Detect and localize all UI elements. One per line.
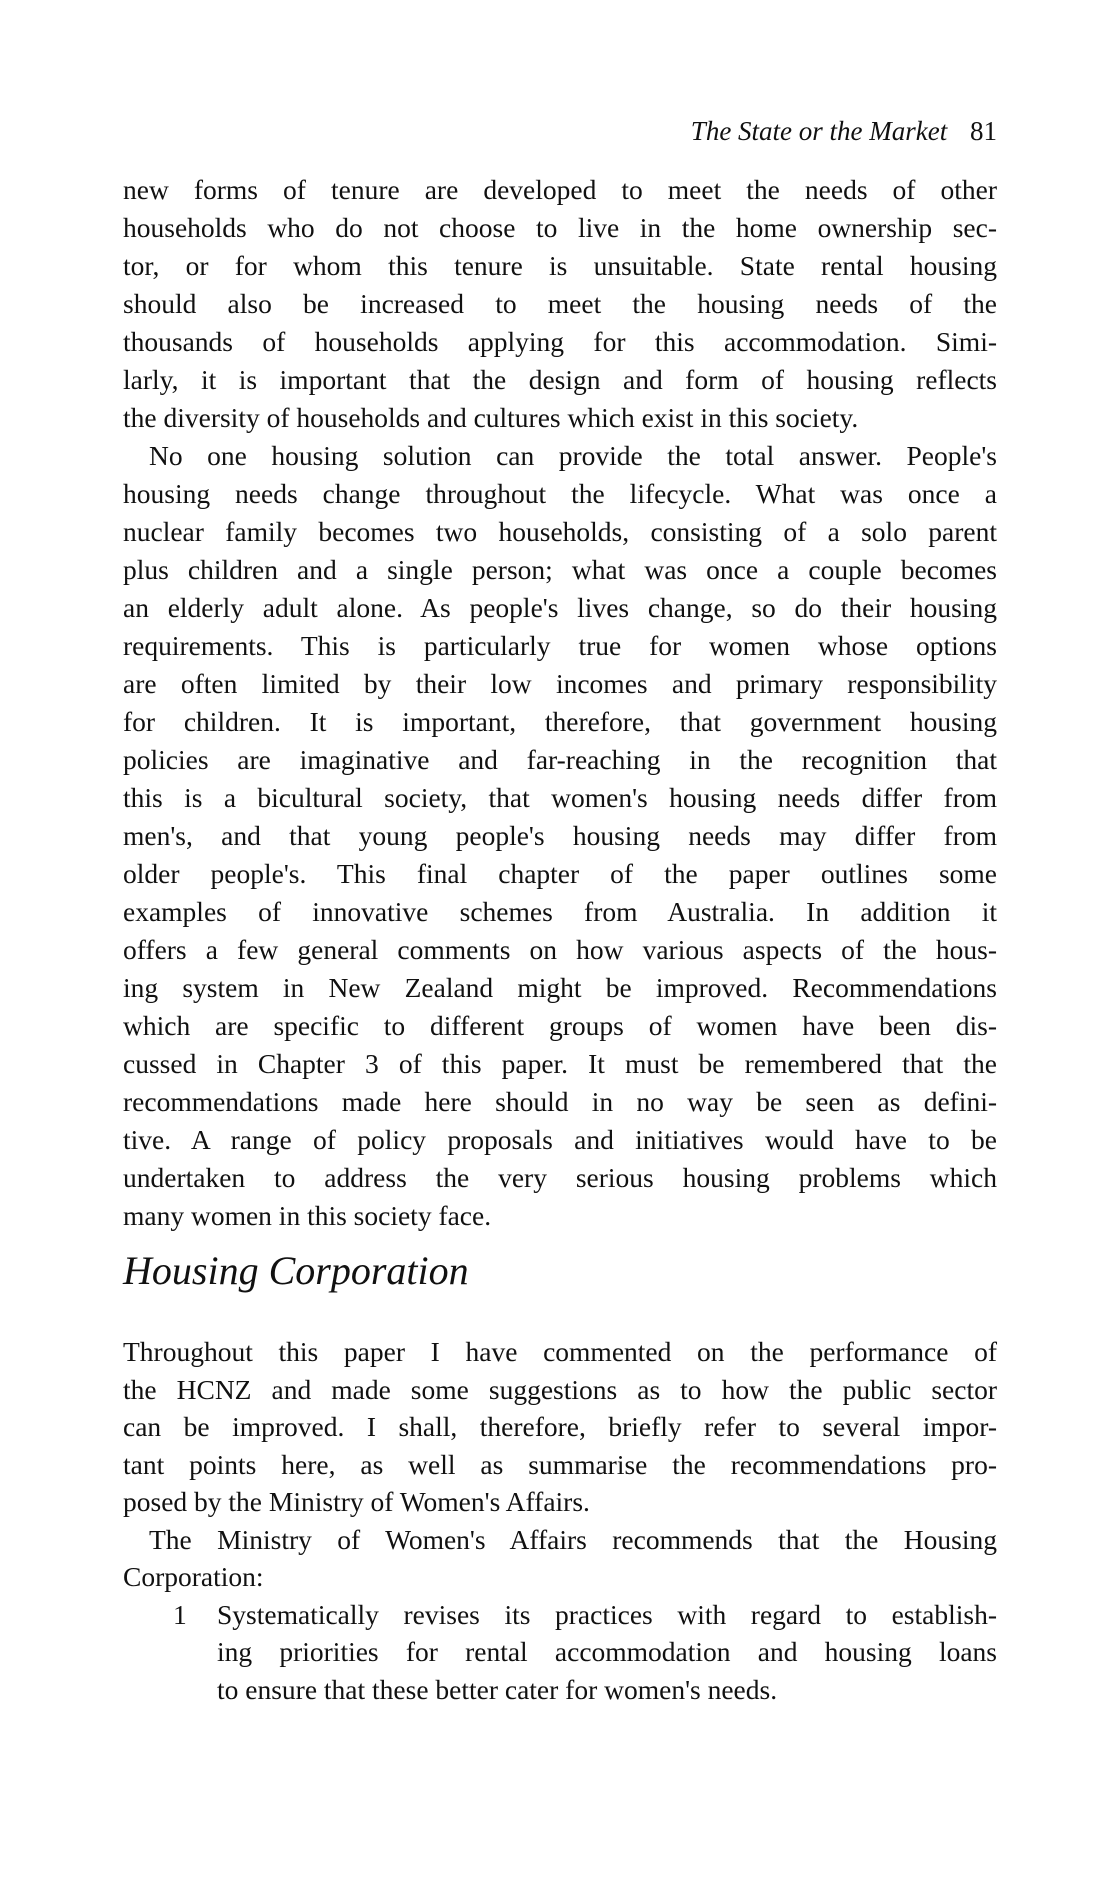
paragraph-4 bbox=[123, 1521, 997, 1596]
text-line: policies are imaginative and far-reaching in the recognition that bbox=[123, 744, 997, 775]
list-item-text bbox=[217, 1596, 997, 1709]
text-line: tive. A range of policy proposals and initiatives would have to be bbox=[123, 1124, 997, 1155]
paragraph-1 bbox=[123, 171, 997, 437]
paragraph-2 bbox=[123, 437, 997, 1235]
text-line: cussed in Chapter 3 of this paper. It must be remembered that the bbox=[123, 1048, 997, 1079]
text-line: posed by the Ministry of Women's Affairs. bbox=[123, 1486, 590, 1517]
body-text-bottom bbox=[123, 1333, 997, 1708]
text-line: are often limited by their low incomes and primary responsibility bbox=[123, 668, 997, 699]
text-line: tor, or for whom this tenure is unsuitable. State rental housing bbox=[123, 250, 997, 281]
text-line: the diversity of households and cultures which exist in this society. bbox=[123, 402, 859, 433]
text-line: this is a bicultural society, that women's housing needs differ from bbox=[123, 782, 997, 813]
text-line: men's, and that young people's housing needs may differ from bbox=[123, 820, 997, 851]
text-line: can be improved. I shall, therefore, briefly refer to several impor- bbox=[123, 1411, 997, 1442]
text-line: ing system in New Zealand might be improved. Recommendations bbox=[123, 972, 997, 1003]
body-text-top bbox=[123, 171, 997, 1235]
text-line: to ensure that these better cater for women's needs. bbox=[217, 1673, 778, 1705]
text-line: should also be increased to meet the housing needs of the bbox=[123, 288, 997, 319]
text-line: plus children and a single person; what was once a couple becomes bbox=[123, 554, 997, 585]
text-line: which are specific to different groups of women have been dis- bbox=[123, 1010, 997, 1041]
page-number: 81 bbox=[970, 116, 997, 146]
text-line: The Ministry of Women's Affairs recommends that the Housing bbox=[149, 1523, 997, 1555]
paragraph-3 bbox=[123, 1333, 997, 1521]
running-header bbox=[691, 116, 997, 147]
text-line: the HCNZ and made some suggestions as to how the public sector bbox=[123, 1373, 997, 1405]
text-line: requirements. This is particularly true for women whose options bbox=[123, 630, 997, 661]
text-line: tant points here, as well as summarise the recommendations pro- bbox=[123, 1448, 997, 1480]
text-line: undertaken to address the very serious housing problems which bbox=[123, 1162, 997, 1193]
text-line: Corporation: bbox=[123, 1561, 264, 1592]
text-line: housing needs change throughout the lifecycle. What was once a bbox=[123, 478, 997, 509]
section-heading: Housing Corporation bbox=[123, 1248, 469, 1293]
text-line: many women in this society face. bbox=[123, 1200, 492, 1231]
running-title: The State or the Market bbox=[690, 116, 948, 146]
text-line: new forms of tenure are developed to meet the needs of other bbox=[123, 174, 997, 205]
text-line: Systematically revises its practices with regard to establish- bbox=[217, 1598, 997, 1630]
list-item bbox=[123, 1596, 997, 1709]
text-line: recommendations made here should in no way be seen as defini- bbox=[123, 1086, 997, 1117]
text-line: ing priorities for rental accommodation and housing loans bbox=[217, 1636, 997, 1667]
text-line: larly, it is important that the design and form of housing reflects bbox=[123, 364, 997, 395]
list-item-number: 1 bbox=[173, 1598, 187, 1630]
text-line: older people's. This final chapter of the paper outlines some bbox=[123, 858, 997, 889]
text-line: No one housing solution can provide the total answer. People's bbox=[149, 440, 997, 471]
text-line: nuclear family becomes two households, consisting of a solo parent bbox=[123, 516, 997, 547]
text-line: an elderly adult alone. As people's lives change, so do their housing bbox=[123, 592, 997, 623]
text-line: Throughout this paper I have commented on the performance of bbox=[123, 1336, 997, 1367]
text-line: offers a few general comments on how various aspects of the hous- bbox=[123, 934, 997, 965]
text-line: for children. It is important, therefore, that government housing bbox=[123, 706, 997, 737]
text-line: thousands of households applying for this accommodation. Simi- bbox=[123, 326, 997, 357]
text-line: examples of innovative schemes from Australia. In addition it bbox=[123, 896, 997, 927]
text-line: households who do not choose to live in the home ownership sec- bbox=[123, 212, 997, 243]
